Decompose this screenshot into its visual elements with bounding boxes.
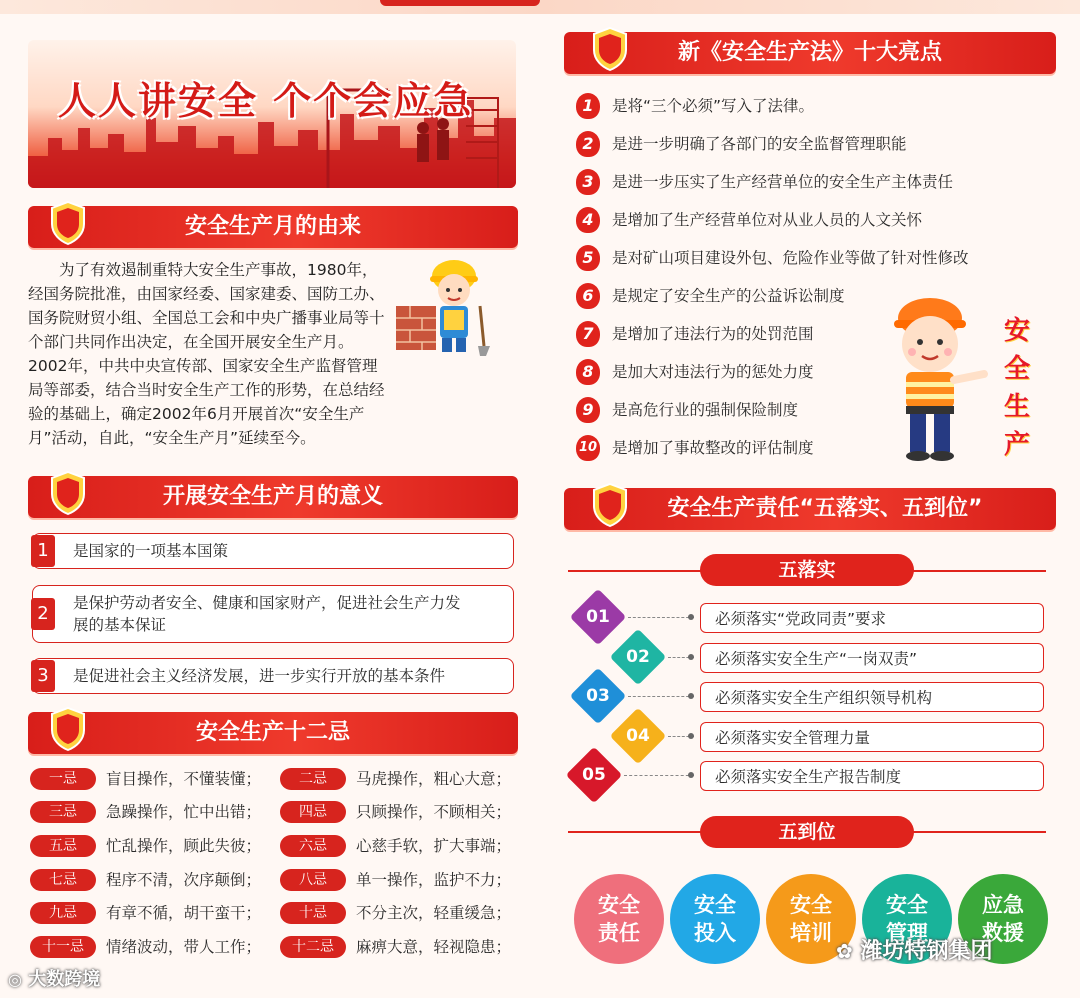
taboo-tag: 六忌 (280, 835, 346, 857)
circle-line: 救援 (982, 921, 1024, 945)
highlight-item (576, 395, 798, 425)
taboo-tag: 九忌 (30, 902, 96, 924)
connector-line (624, 775, 694, 776)
impl-number: 05 (582, 765, 606, 785)
highlight-number: 9 (576, 397, 600, 423)
implementation-item: 必须落实安全生产组织领导机构 (700, 682, 1044, 712)
taboo-item (30, 833, 261, 859)
taboo-tag: 七忌 (30, 869, 96, 891)
highlight-item (576, 129, 907, 159)
meaning-item (32, 585, 514, 643)
origin-title: 安全生产月的由来 (184, 214, 361, 239)
highlight-item (576, 243, 969, 273)
taboo-tag: 一忌 (30, 768, 96, 790)
highlight-text: 是高危行业的强制保险制度 (612, 401, 799, 419)
circle-line: 应急 (982, 893, 1024, 917)
side-char: 生 (1003, 392, 1030, 422)
highlight-item (576, 281, 845, 311)
worker-boy-illustration (884, 296, 996, 466)
meaning-text: 是保护劳动者安全、健康和国家财产，促进社会生产力发展的基本保证 (73, 594, 461, 634)
section-header-highlights (564, 32, 1056, 74)
highlight-item (576, 205, 922, 235)
meaning-number: 2 (31, 598, 55, 630)
taboo-tag: 十二忌 (280, 936, 346, 958)
taboos-title: 安全生产十二忌 (195, 720, 350, 745)
highlight-item (576, 433, 814, 463)
taboo-text: 马虎操作，粗心大意； (356, 770, 512, 788)
origin-text: 为了有效遏制重特大安全生产事故，1980年，经国务院批准，由国家经委、国家建委、国防工办、国务院财贸小组、全国总工会和中央广播事业局等十个部门共同作出决定，在全国开展安全生产月。2002年，中共中央宣传部、国家安全生产监督管理局等部委，结合当时安全生产工作的形势，在总结经验的基础上，确定2002年6月开展首次“安全生产月”活动，自此，“安全生产月”延续至今。 (28, 261, 385, 447)
meaning-item (32, 533, 514, 569)
taboo-item (280, 934, 511, 960)
taboo-text: 只顾操作，不顾相关； (356, 803, 512, 821)
highlight-number: 6 (576, 283, 600, 309)
highlight-number: 8 (576, 359, 600, 385)
side-char: 安 (1003, 316, 1030, 346)
circle-line: 安全 (886, 893, 928, 917)
meaning-number: 1 (31, 535, 55, 567)
implementation-item: 必须落实安全生产报告制度 (700, 761, 1044, 791)
taboo-item (280, 867, 511, 893)
highlight-number: 7 (576, 321, 600, 347)
taboo-text: 情绪波动，带人工作； (106, 938, 262, 956)
circle-line: 安全 (694, 893, 736, 917)
in-place-circle (670, 874, 760, 964)
responsibility-title: 安全生产责任“五落实、五到位” (667, 496, 983, 521)
taboo-tag: 二忌 (280, 768, 346, 790)
highlight-number: 1 (576, 93, 600, 119)
meaning-text: 是国家的一项基本国策 (73, 542, 229, 560)
taboo-item (30, 799, 261, 825)
watermark-left (8, 965, 100, 991)
section-header-taboos (28, 712, 518, 754)
highlight-item (576, 91, 814, 121)
implementation-item: 必须落实“党政同责”要求 (700, 603, 1044, 633)
circle-line: 管理 (886, 921, 928, 945)
taboo-item (280, 900, 511, 926)
taboo-tag: 四忌 (280, 801, 346, 823)
in-place-circle (574, 874, 664, 964)
meaning-item (32, 658, 514, 694)
highlight-item (576, 319, 814, 349)
taboo-text: 有章不循，胡干蛮干； (106, 904, 262, 922)
meaning-text: 是促进社会主义经济发展，进一步实行开放的基本条件 (73, 667, 446, 685)
watermark-left-text: 大数跨境 (28, 969, 101, 990)
taboo-text: 急躁操作，忙中出错； (106, 803, 262, 821)
section-header-origin (28, 206, 518, 248)
circle-line: 安全 (790, 893, 832, 917)
highlight-text: 是增加了事故整改的评估制度 (612, 439, 814, 457)
highlight-number: 10 (576, 435, 600, 461)
meaning-title: 开展安全生产月的意义 (162, 484, 383, 509)
highlight-text: 是进一步压实了生产经营单位的安全生产主体责任 (612, 173, 954, 191)
highlight-number: 5 (576, 245, 600, 271)
highlight-text: 是进一步明确了各部门的安全监督管理职能 (612, 135, 907, 153)
watermark-right-text: 潍坊特钢集团 (860, 939, 993, 964)
taboo-text: 盲目操作，不懂装懂； (106, 770, 262, 788)
highlight-text: 是规定了安全生产的公益诉讼制度 (612, 287, 845, 305)
highlight-text: 是对矿山项目建设外包、危险作业等做了针对性修改 (612, 249, 969, 267)
taboo-tag: 三忌 (30, 801, 96, 823)
top-strip (0, 0, 1080, 14)
implementation-item: 必须落实安全管理力量 (700, 722, 1044, 752)
highlight-number: 2 (576, 131, 600, 157)
highlight-text: 是增加了生产经营单位对从业人员的人文关怀 (612, 211, 923, 229)
circle-line: 投入 (694, 921, 736, 945)
slogan-banner (28, 40, 516, 188)
implementation-item: 必须落实安全生产“一岗双责” (700, 643, 1044, 673)
watermark-right (836, 934, 992, 965)
highlight-text: 是增加了违法行为的处罚范围 (612, 325, 814, 343)
highlight-text: 是将“三个必须”写入了法律。 (612, 97, 815, 115)
impl-number: 01 (586, 607, 610, 627)
section-header-meaning (28, 476, 518, 518)
taboo-item (30, 934, 261, 960)
highlight-item (576, 167, 953, 197)
top-notch (380, 0, 540, 6)
connector-dot (688, 693, 694, 699)
connector-dot (688, 614, 694, 620)
taboo-tag: 五忌 (30, 835, 96, 857)
impl-number: 04 (626, 726, 650, 746)
taboo-text: 不分主次，轻重缓急； (356, 904, 512, 922)
section-header-responsibility (564, 488, 1056, 530)
connector-dot (688, 772, 694, 778)
taboo-tag: 十忌 (280, 902, 346, 924)
worker-cartoon-illustration (392, 246, 502, 358)
five-in-place-label: 五到位 (700, 816, 914, 848)
highlight-number: 4 (576, 207, 600, 233)
highlights-title: 新《安全生产法》十大亮点 (677, 40, 942, 65)
circle-line: 培训 (790, 921, 832, 945)
taboo-tag: 八忌 (280, 869, 346, 891)
side-char: 产 (1003, 430, 1030, 460)
taboo-text: 麻痹大意，轻视隐患； (356, 938, 512, 956)
highlight-text: 是加大对违法行为的惩处力度 (612, 363, 814, 381)
side-char: 全 (1003, 354, 1030, 384)
taboo-item (30, 766, 261, 792)
taboo-item (30, 900, 261, 926)
safety-production-vertical-text (1000, 312, 1034, 464)
five-implementations-label: 五落实 (700, 554, 914, 586)
taboo-text: 程序不清，次序颠倒； (106, 871, 262, 889)
highlight-number: 3 (576, 169, 600, 195)
taboo-item (280, 833, 511, 859)
connector-dot (688, 654, 694, 660)
taboo-text: 忙乱操作，顾此失彼； (106, 837, 262, 855)
highlight-item (576, 357, 814, 387)
wechat-logo-icon: ✿ (836, 939, 853, 963)
connector-line (628, 696, 694, 697)
taboo-tag: 十一忌 (30, 936, 96, 958)
circle-line: 安全 (598, 893, 640, 917)
impl-number: 03 (586, 686, 610, 706)
circle-line: 责任 (598, 921, 640, 945)
impl-number: 02 (626, 647, 650, 667)
taboo-item (30, 867, 261, 893)
weibo-logo-icon: ◎ (8, 970, 22, 989)
connector-line (628, 617, 694, 618)
banner-slogan: 人人讲安全 个个会应急 (58, 78, 474, 123)
taboo-item (280, 766, 511, 792)
taboo-text: 心慈手软，扩大事端； (356, 837, 512, 855)
connector-dot (688, 733, 694, 739)
taboo-text: 单一操作，监护不力； (356, 871, 512, 889)
taboo-item (280, 799, 511, 825)
meaning-number: 3 (31, 660, 55, 692)
